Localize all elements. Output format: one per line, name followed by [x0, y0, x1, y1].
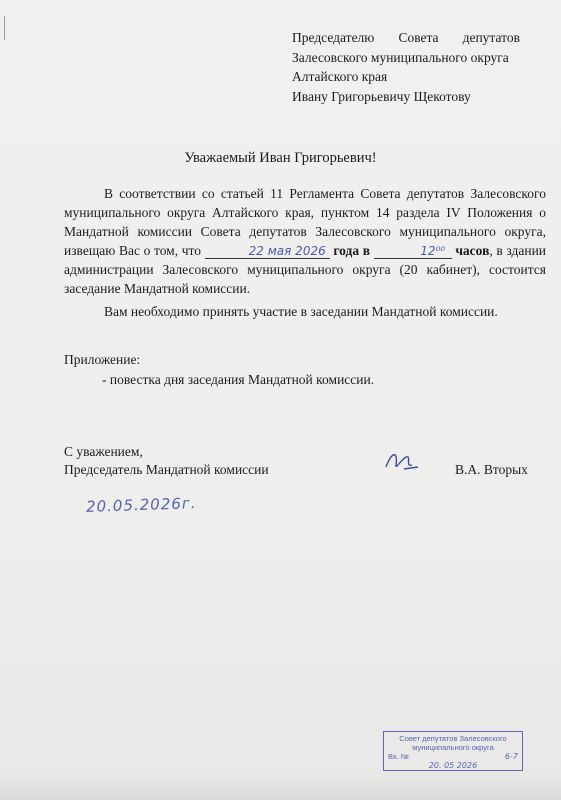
stamp-date: 20. 05 2026 — [428, 761, 478, 770]
page-edge-mark — [4, 16, 5, 40]
handwritten-meeting-date: 22 мая 2026 — [205, 244, 330, 259]
addressee-block — [292, 28, 520, 106]
handwritten-meeting-hour: 12⁰⁰ — [374, 244, 452, 259]
stamp-reg-value: 6-7 — [504, 752, 518, 761]
attachment-item: - повестка дня заседания Мандатной комиссии. — [102, 372, 375, 387]
stamp-line-1: Совет депутатов Залесовского — [399, 734, 507, 743]
registration-stamp — [383, 731, 523, 771]
page-bottom-shadow — [0, 778, 561, 800]
addressee-word: Совета — [398, 30, 439, 45]
handwritten-date: 20.05.2026г. — [85, 494, 197, 516]
handwritten-signature — [382, 447, 422, 477]
body-text-start: В соответствии со статьей 11 Регламента Совета депутатов Залесовского муниципального округа Алтайского края, пунктом 14 раздела IV Положения о Мандатной комиссии Совета депутатов Залесовского муниципального округа, извещаю Вас о том, что — [64, 186, 546, 258]
addressee-line-2: Залесовского муниципального округа — [292, 49, 509, 65]
year-label: года в — [333, 243, 371, 258]
stamp-line-2: муниципального округа — [412, 743, 494, 752]
addressee-line-1 — [292, 28, 520, 48]
body-paragraph-2: Вам необходимо принять участие в заседании Мандатной комиссии. — [104, 304, 498, 319]
hours-label: часов — [455, 243, 490, 258]
addressee-word: депутатов — [462, 30, 520, 45]
signature-role: Председатель Мандатной комиссии — [64, 462, 269, 477]
signature-regards: С уважением, — [64, 444, 143, 459]
addressee-line-3: Алтайского края — [292, 69, 388, 84]
greeting: Уважаемый Иван Григорьевич! — [184, 150, 377, 166]
attachment-title: Приложение: — [64, 352, 141, 367]
addressee-line-4: Ивану Григорьевичу Щекотову — [292, 88, 471, 104]
body-paragraph-1 — [64, 184, 546, 298]
body-text-end: , в здании администрации Залесовского муниципального округа (20 кабинет), состоится заседание Мандатной комиссии. — [64, 243, 547, 296]
letter-body — [64, 184, 546, 321]
addressee-word: Председателю — [292, 30, 375, 45]
stamp-reg-row — [388, 752, 518, 761]
stamp-reg-label: Вх. № — [388, 752, 409, 761]
signature-name: В.А. Вторых — [455, 462, 528, 477]
